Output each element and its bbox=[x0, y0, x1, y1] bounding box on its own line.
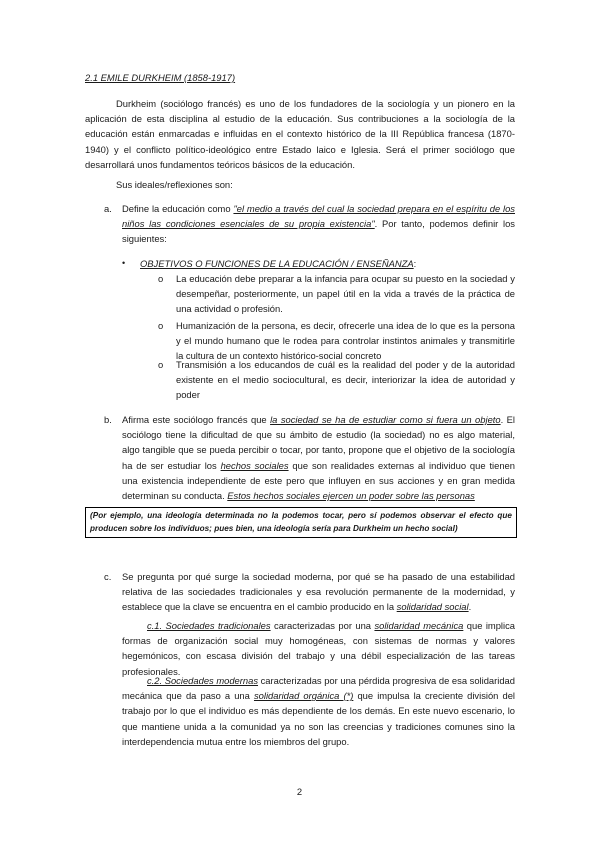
sub-marker-1: o bbox=[158, 273, 164, 284]
c1-paragraph bbox=[122, 618, 515, 679]
objectives-colon: : bbox=[413, 258, 417, 269]
sub-marker-2: o bbox=[158, 320, 164, 331]
item-a-pre: Define la educación como bbox=[122, 203, 234, 214]
objective-item-2: Humanización de la persona, es decir, ofrecerle una idea de lo que es la persona y el mundo humano que le rodea para controlar instintos animales y transmitirle la cultura de un contexto histórico-social concreto bbox=[176, 320, 515, 362]
item-c-text bbox=[122, 569, 515, 615]
item-a-text bbox=[122, 201, 515, 247]
c1-label: c.1. Sociedades tradicionales bbox=[147, 620, 271, 631]
c2-label: c.2. Sociedades modernas bbox=[147, 675, 259, 686]
social-facts-emph: hechos sociales bbox=[220, 459, 289, 471]
objective-item-1: La educación debe preparar a la infancia para ocupar su puesto en la sociedad y desempeñar, posteriormente, un papel útil en la vida a través de la práctica de una actividad o profesión. bbox=[176, 273, 515, 315]
mechanical-solidarity-emph: solidaridad mecánica bbox=[374, 620, 464, 631]
item-c-post: . bbox=[468, 601, 472, 613]
item-b-mid2: que son realidades externas al individuo que tienen una existencia independiente de este pero que influyen en sus acciones y en gran medida determinan su conducta. bbox=[122, 459, 515, 502]
example-note-text: (Por ejemplo, una ideología determinada no la podemos tocar, pero sí podemos observar el efecto que producen sobre los individuos; pues bien, una ideología sería para Durkheim un hecho social) bbox=[90, 511, 512, 533]
list-marker-a: a. bbox=[104, 203, 112, 214]
c2-paragraph bbox=[122, 673, 515, 749]
objective-item-3: Transmisión a los educandos de cuál es la realidad del poder y de la autoridad existente en el medio sociocultural, es decir, interiorizar la idea de autoridad y poder bbox=[176, 359, 515, 401]
ideas-label: Sus ideales/reflexiones son: bbox=[116, 179, 233, 190]
c2-post: que impulsa la creciente división del trabajo por lo que el individuo es más dependiente de los demás. En este nuevo escenario, lo que mantiene unida a la comunidad ya no son las creencias y tradiciones comunes sino la interdependencia mutua entre los miembros del grupo. bbox=[122, 690, 515, 747]
objectives-label: OBJETIVOS O FUNCIONES DE LA EDUCACIÓN / ENSEÑANZA bbox=[140, 258, 414, 269]
sub-marker-3: o bbox=[158, 359, 164, 370]
c1-pre: caracterizadas por una bbox=[270, 620, 375, 631]
item-b-pre: Afirma este sociólogo francés que bbox=[122, 414, 271, 425]
item-a-post: . Por tanto, podemos definir los siguientes: bbox=[122, 218, 515, 245]
c1-post: que implica formas de organización social muy homogéneas, con sistemas de normas y valores hegemónicos, con escasa división del trabajo y una débil especialización de las tareas profesionales. bbox=[122, 620, 516, 677]
list-marker-c: c. bbox=[104, 571, 112, 582]
society-as-object-emph: la sociedad se ha de estudiar como si fuera un objeto bbox=[270, 414, 501, 425]
item-b-text bbox=[122, 412, 515, 503]
organic-solidarity-emph: solidaridad orgánica (*) bbox=[253, 690, 354, 702]
item-c-pre: Se pregunta por qué surge la sociedad moderna, por qué se ha pasado de una estabilidad relativa de las sociedades tradicionales y esa revolución permanente de la modernidad, y establece que la clave se encuentra en el cambio producido en la bbox=[122, 571, 515, 613]
social-solidarity-emph: solidaridad social bbox=[396, 601, 469, 613]
objectives-bullet: • bbox=[122, 258, 126, 268]
education-definition-quote: "el medio a través del cual la sociedad prepara en el espíritu de los niños las condiciones esenciales de su propia existencia" bbox=[122, 203, 515, 230]
social-facts-power-emph: Estos hechos sociales ejercen un poder sobre las personas bbox=[227, 490, 475, 502]
item-b-mid1: . El sociólogo tiene la dificultad de que su ámbito de estudio (la sociedad) no es algo material, algo tangible que se pueda percibir o tocar, por tanto, propone que el objetivo de la sociología ha de ser estudiar los bbox=[122, 414, 516, 471]
example-note-box bbox=[85, 507, 517, 538]
objectives-heading bbox=[140, 256, 515, 271]
c2-pre: caracterizadas por una pérdida progresiva de esa solidaridad mecánica que da paso a una bbox=[122, 675, 515, 702]
intro-paragraph: Durkheim (sociólogo francés) es uno de los fundadores de la sociología y un pionero en la aplicación de esta disciplina al estudio de la educación. Sus contribuciones a la sociología de la educación están enmarcadas e influidas en el contexto histórico de la III República francesa (1870-1940) y el conflicto político-ideológico entre Estado laico e Iglesia. Será el primer sociólogo que desarrollará unos fundamentos teóricos básicos de la educación. bbox=[85, 98, 515, 170]
list-marker-b: b. bbox=[104, 414, 112, 425]
page-number: 2 bbox=[296, 786, 303, 797]
section-heading: 2.1 EMILE DURKHEIM (1858-1917) bbox=[85, 72, 236, 83]
